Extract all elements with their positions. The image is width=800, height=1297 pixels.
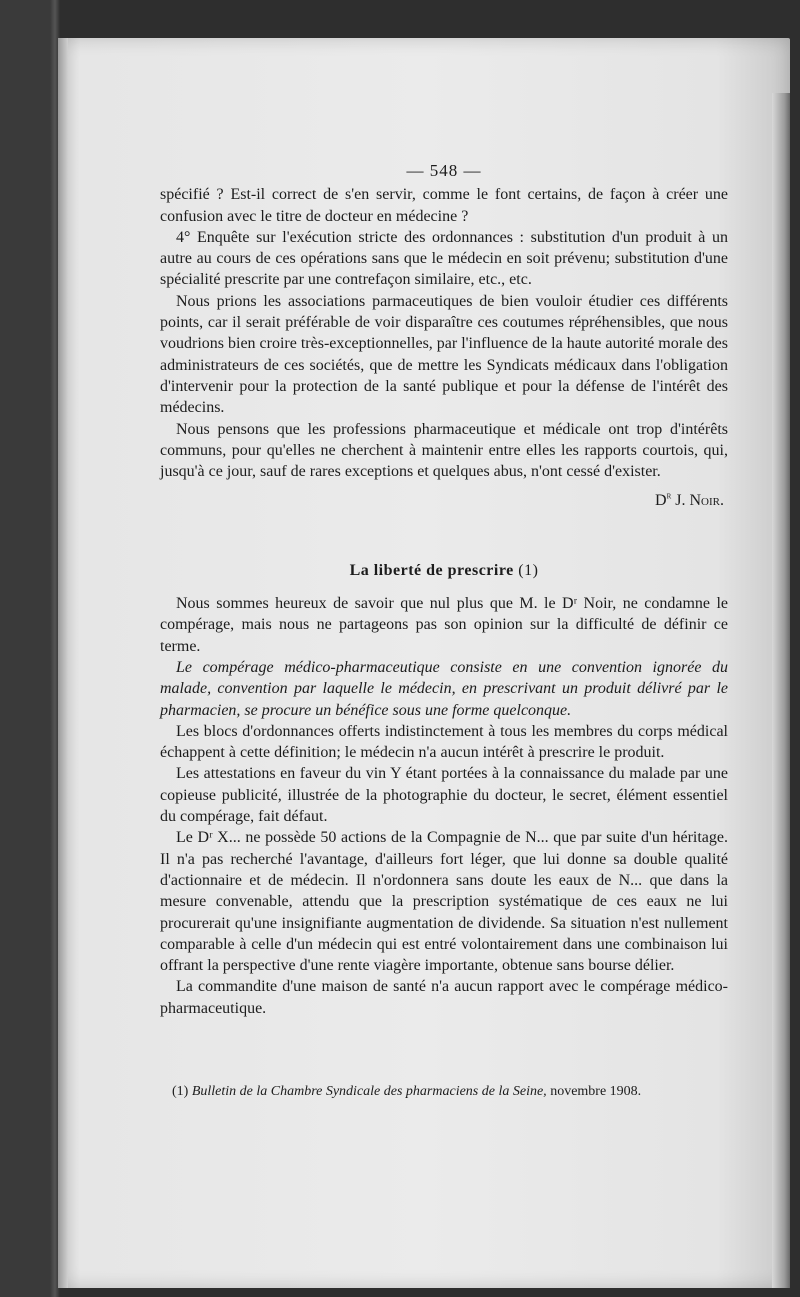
paragraph: Le Dʳ X... ne possède 50 actions de la Compagnie de N... que par suite d'un héritage. Il n'a pas recherché l'avantage, d'ailleurs fort léger, que lui donne sa double qualité d'actionnaire et de médecin. Il n'ordonnera sans doute les eaux de N... que dans la mesure convenable, attendu que la prescription systématique de ces eaux ne lui procurerait qu'une insignifiante augmentation de dividende. Sa situation n'est nullement comparable à celle d'un médecin qui est entré volontairement dans une combinaison lui offrant la perspective d'une rente viagère importante, obtenue sans bourse délier. — [160, 829, 728, 975]
page-body — [160, 160, 728, 1019]
footnote-date: novembre 1908. — [550, 1084, 642, 1099]
paragraph: 4° Enquête sur l'exécution stricte des ordonnances : substitution d'un produit à un autre au cours de ces opérations sans que le médecin en soit prévenu; substitution d'une spécialité prescrite par une contrefaçon similaire, etc., etc. — [160, 228, 728, 289]
paragraph: spécifié ? Est-il correct de s'en servir, comme le font certains, de façon à créer une confusion avec le titre de docteur en médecine ? — [160, 186, 728, 225]
footnote-ref: (1) — [518, 561, 539, 579]
footnote — [172, 1084, 712, 1100]
footnote-source: Bulletin de la Chambre Syndicale des pharmaciens de la Seine, — [191, 1084, 547, 1099]
paragraph: Nous pensons que les professions pharmaceutique et médicale ont trop d'intérêts communs, pour qu'elles ne cherchent à maintenir entre elles les rapports courtois, qui, jusqu'à ce jour, sauf de rares exceptions et quelques abus, n'ont cessé d'exister. — [160, 420, 728, 481]
page-right-edge — [772, 93, 790, 1288]
definition-paragraph: Le compérage médico-pharmaceutique consiste en une convention ignorée du malade, convention par laquelle le médecin, en prescrivant un produit délivré par le pharmacien, se procure un bénéfice sous une forme quelconque. — [160, 658, 728, 719]
signature-name: J. Noir. — [675, 492, 724, 510]
signature-title-sup: r — [666, 491, 672, 503]
footnote-marker: (1) — [172, 1084, 189, 1099]
paragraph: Les attestations en faveur du vin Y étant portées à la connaissance du malade par une copieuse publicité, illustrée de la photographie du docteur, le secret, élément essentiel du compérage, fait défaut. — [160, 765, 728, 826]
page-number: — 548 — — [406, 161, 482, 180]
paragraph: La commandite d'une maison de santé n'a aucun rapport avec le compérage médico-pharmaceutique. — [160, 978, 728, 1017]
page-left-edge — [58, 38, 68, 1288]
paragraph: Nous prions les associations parmaceutiques de bien vouloir étudier ces différents points, car il serait préférable de voir disparaître ces coutumes répréhensibles, que nous voudrions bien croire très-exceptionnelles, par l'influence de la haute autorité morale des administrateurs de ces sociétés, que de mettre les Syndicats médicaux dans l'obligation d'intervenir pour la protection de la santé publique et pour la défense de l'intérêt des médecins. — [160, 292, 728, 417]
paragraph: Les blocs d'ordonnances offerts indistinctement à tous les membres du corps médical échappent à cette définition; le médecin n'a aucun intérêt à prescrire le produit. — [160, 722, 728, 762]
paragraph: Nous sommes heureux de savoir que nul plus que M. le Dʳ Noir, ne condamne le compérage, mais nous ne partageons pas son opinion sur la difficulté de définir ce terme. — [160, 595, 728, 655]
signature-title: D — [655, 492, 667, 510]
section-heading — [160, 560, 728, 581]
signature — [160, 490, 724, 511]
section-title: La liberté de prescrire — [349, 561, 514, 579]
